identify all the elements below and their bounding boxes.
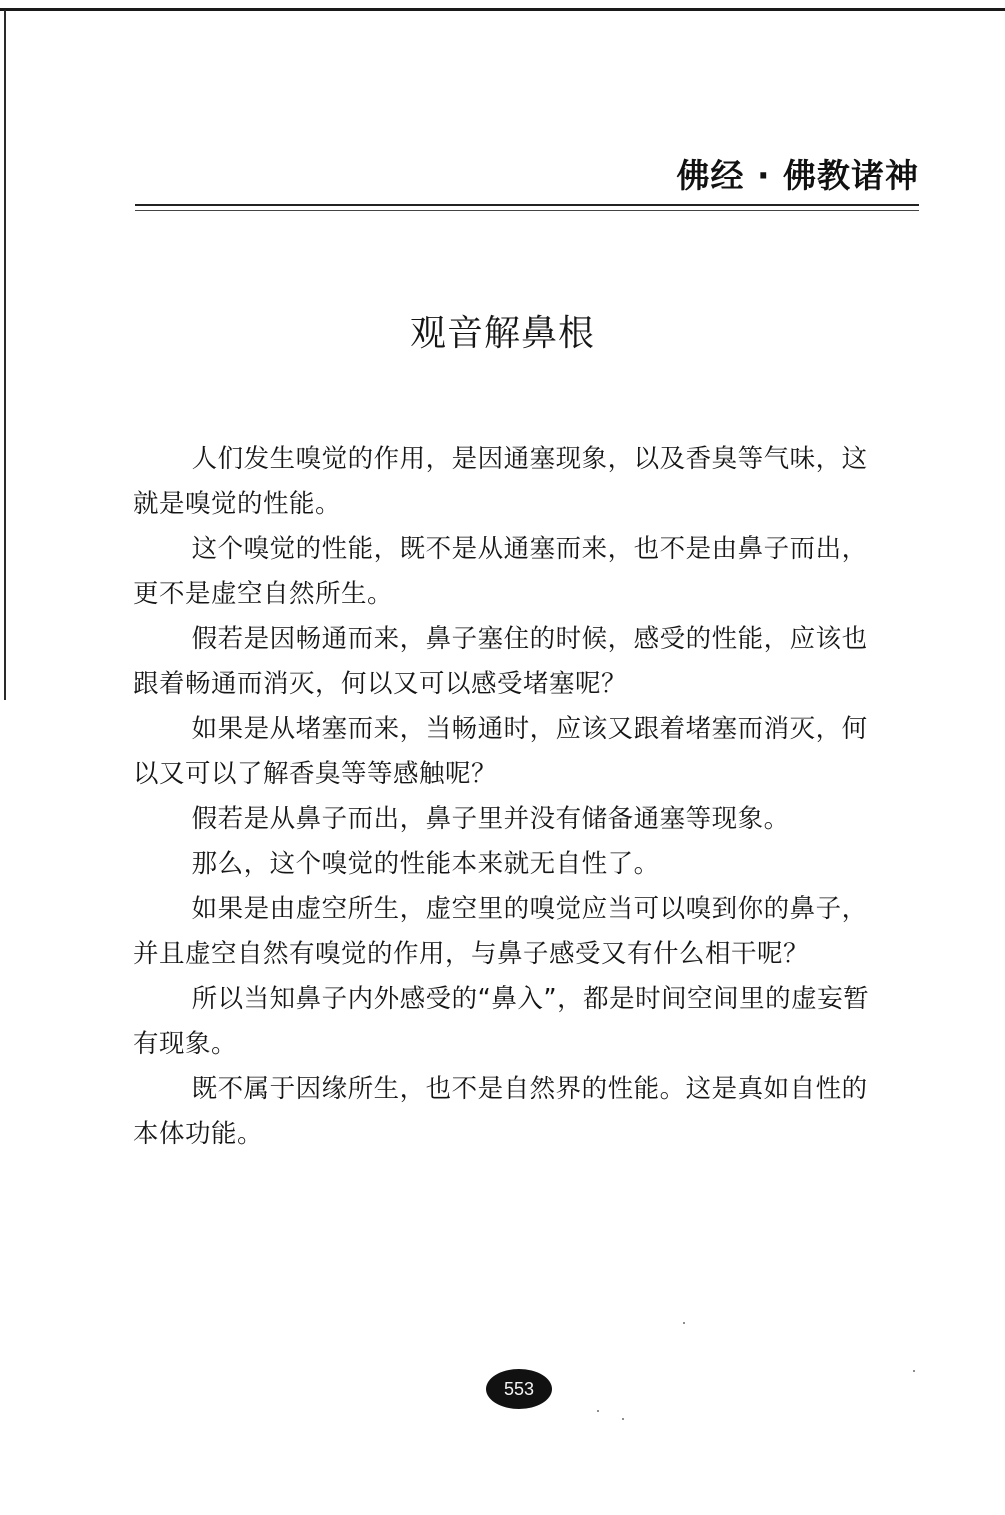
paragraph: 所以当知鼻子内外感受的“鼻入”，都是时间空间里的虚妄暂有现象。 [133,984,870,1059]
paragraph: 如果是由虚空所生，虚空里的嗅觉应当可以嗅到你的鼻子，并且虚空自然有嗅觉的作用，与鼻子感受又有什么相干呢？ [133,894,868,969]
scan-speck [597,1410,599,1412]
paragraph: 那么，这个嗅觉的性能本来就无自性了。 [191,849,660,879]
top-border-rule [0,8,1005,11]
article-body [133,437,873,1157]
paragraph: 如果是从堵塞而来，当畅通时，应该又跟着堵塞而消灭，何以又可以了解香臭等等感触呢？ [133,714,868,789]
scan-speck [683,1322,685,1324]
page-number-badge: 553 [486,1369,552,1409]
scan-speck [913,1370,915,1372]
article-title: 观音解鼻根 [409,313,595,354]
running-header: 佛经 · 佛教诸神 [676,156,919,195]
paragraph: 人们发生嗅觉的作用，是因通塞现象，以及香臭等气味，这就是嗅觉的性能。 [133,444,868,519]
paragraph: 既不属于因缘所生，也不是自然界的性能。这是真如自性的本体功能。 [133,1074,868,1149]
scan-speck [622,1418,624,1420]
header-rule-thin [135,210,919,211]
paragraph: 假若是因畅通而来，鼻子塞住的时候，感受的性能，应该也跟着畅通而消灭，何以又可以感受堵塞呢？ [133,624,868,699]
paragraph: 假若是从鼻子而出，鼻子里并没有储备通塞等现象。 [191,804,790,834]
header-rule [135,204,919,206]
paragraph: 这个嗅觉的性能，既不是从通塞而来，也不是由鼻子而出，更不是虚空自然所生。 [133,534,868,609]
